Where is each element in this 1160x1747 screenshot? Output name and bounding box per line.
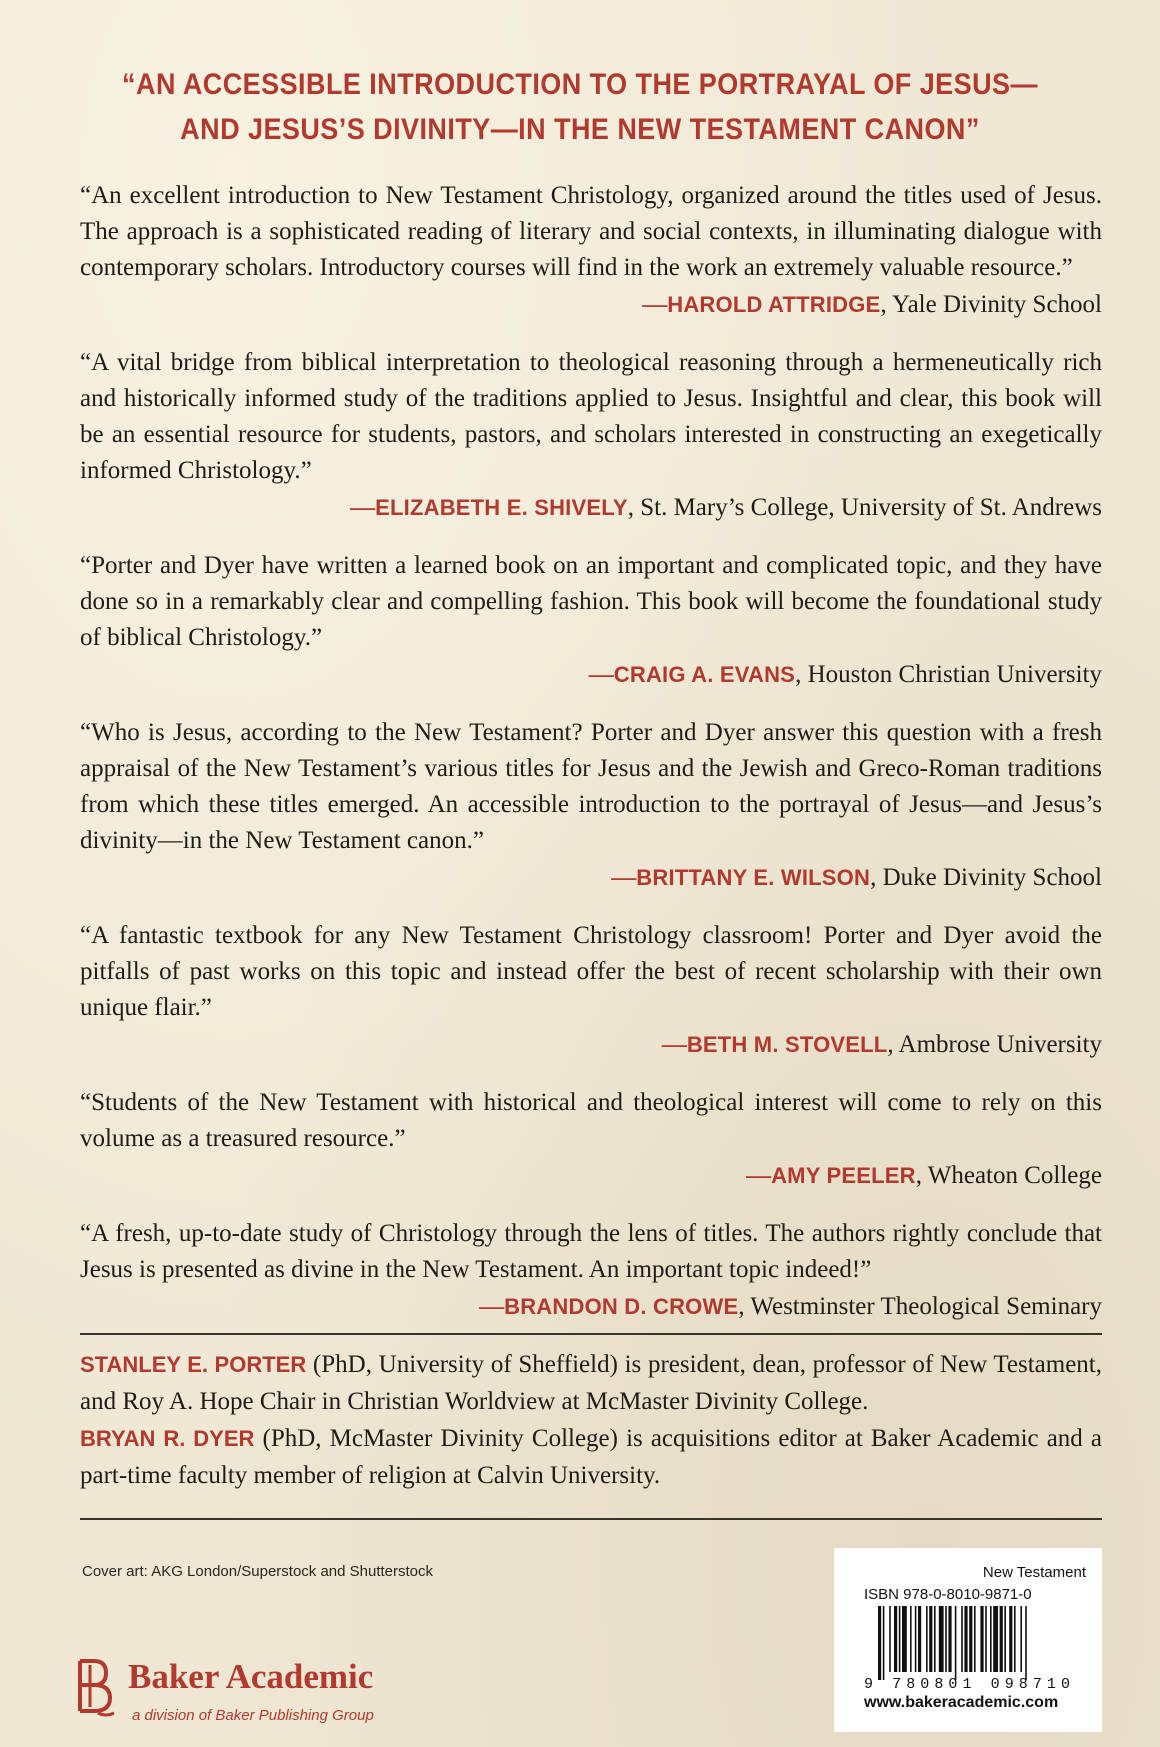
barcode-block — [834, 1548, 1102, 1732]
attribution-dash: — — [661, 1031, 687, 1058]
barcode-bar — [961, 1606, 963, 1672]
publisher-url: www.bakeracademic.com — [864, 1694, 1059, 1711]
endorser-name: BETH M. STOVELL — [686, 1032, 888, 1057]
endorser-name: CRAIG A. EVANS — [613, 662, 796, 687]
barcode-bar — [939, 1606, 944, 1672]
endorser-name: AMY PEELER — [771, 1163, 916, 1188]
barcode-bar — [1004, 1606, 1006, 1672]
barcode-bar — [948, 1606, 951, 1672]
subject-category: New Testament — [982, 1564, 1086, 1581]
endorsement-attribution — [80, 1158, 1102, 1194]
barcode-bar — [902, 1606, 907, 1672]
attribution-dash: — — [350, 494, 376, 521]
barcode-bar — [918, 1606, 921, 1672]
barcode-bar — [980, 1606, 983, 1672]
barcode-bar — [964, 1606, 967, 1672]
endorsement — [80, 1085, 1102, 1194]
author-description: (PhD, University of Sheffield) is president, dean, professor of New Testament, and Roy A. Hope Chair in Christian Worldview at McMaster Divinity College. — [80, 1351, 1103, 1415]
endorser-affiliation: , Westminster Theological Seminary — [738, 1293, 1102, 1320]
endorser-affiliation: , Houston Christian University — [795, 661, 1102, 688]
endorsement-attribution — [80, 490, 1102, 526]
divider-bottom — [80, 1518, 1102, 1520]
barcode-bar — [955, 1606, 957, 1680]
barcode-digits: 9 780801 098710 — [864, 1676, 1070, 1692]
headline-line-2: AND JESUS’S DIVINITY—IN THE NEW TESTAMENT CANON” — [180, 113, 980, 146]
endorsement-attribution — [80, 287, 1102, 323]
endorsement-text: “An excellent introduction to New Testament Christology, organized around the titles used of Jesus. The approach is a sophisticated reading of literary and social contexts, in illuminating dialogue with contemporary scholars. Introductory courses will find in the work an extremely valuable resource.” — [80, 182, 1102, 281]
barcode-bar — [899, 1606, 901, 1672]
barcode-bar — [929, 1606, 932, 1672]
bio-porter — [80, 1346, 1102, 1420]
endorser-name: BRANDON D. CROWE — [504, 1294, 739, 1319]
author-name: BRYAN R. DYER — [80, 1426, 255, 1451]
endorsement-text: “A fantastic textbook for any New Testament Christology classroom! Porter and Dyer avoid the pitfalls of past works on this topic and instead offer the best of recent scholarship with their own unique flair.” — [80, 922, 1102, 1021]
headline-line-1: “AN ACCESSIBLE INTRODUCTION TO THE PORTRAYAL OF JESUS— — [122, 68, 1038, 101]
attribution-dash: — — [642, 291, 668, 318]
barcode-bar — [974, 1606, 976, 1672]
barcode-icon — [864, 1606, 1078, 1692]
barcode-bar — [969, 1606, 972, 1672]
endorser-affiliation: , Yale Divinity School — [880, 291, 1102, 318]
barcode-bar — [1009, 1606, 1012, 1672]
endorsement-attribution — [80, 1289, 1102, 1325]
barcode-bar — [915, 1606, 917, 1672]
headline — [58, 62, 1102, 152]
author-description: (PhD, McMaster Divinity College) is acquisitions editor at Baker Academic and a part-time faculty member of religion at Calvin University. — [80, 1425, 1102, 1489]
barcode-bar — [889, 1606, 891, 1672]
barcode-bar — [1025, 1606, 1027, 1680]
endorser-affiliation: , Wheaton College — [915, 1162, 1102, 1189]
endorsement — [80, 1216, 1102, 1325]
endorsement-text: “A fresh, up-to-date study of Christology through the lens of titles. The authors rightly conclude that Jesus is presented as divine in the New Testament. An important topic indeed!” — [80, 1220, 1102, 1283]
publisher-name: Baker Academic — [128, 1657, 374, 1696]
bio-dyer — [80, 1420, 1102, 1494]
endorsement-attribution — [80, 657, 1102, 693]
isbn-label: ISBN 978-0-8010-9871-0 — [864, 1586, 1032, 1603]
endorsement — [80, 918, 1102, 1063]
endorsement-text: “Porter and Dyer have written a learned book on an important and complicated topic, and they have done so in a remarkably clear and compelling fashion. This book will become the foundational study of biblical Christology.” — [80, 552, 1102, 651]
endorsement-text: “Students of the New Testament with historical and theological interest will come to rely on this volume as a treasured resource.” — [80, 1089, 1102, 1152]
endorser-name: BRITTANY E. WILSON — [636, 865, 871, 890]
endorsement — [80, 178, 1102, 323]
endorsement-text: “A vital bridge from biblical interpretation to theological reasoning through a hermeneutically rich and historically informed study of the traditions applied to Jesus. Insightful and clear, this book will be an essential resource for students, pastors, and scholars interested in constructing an exegetically informed Christology.” — [80, 349, 1102, 484]
endorser-affiliation: , Duke Divinity School — [870, 864, 1102, 891]
author-name: STANLEY E. PORTER — [80, 1352, 307, 1377]
cover-art-credit: Cover art: AKG London/Superstock and Shutterstock — [82, 1563, 434, 1580]
barcode-bar — [990, 1606, 992, 1672]
author-bios — [80, 1346, 1102, 1494]
endorsement-attribution — [80, 860, 1102, 896]
attribution-dash: — — [588, 661, 614, 688]
attribution-dash: — — [746, 1162, 772, 1189]
barcode-bar — [1000, 1606, 1003, 1672]
endorser-affiliation: , St. Mary’s College, University of St. Andrews — [627, 494, 1102, 521]
divider-top — [80, 1333, 1102, 1335]
endorser-name: HAROLD ATTRIDGE — [667, 292, 881, 317]
barcode-bar — [910, 1606, 912, 1672]
endorsement-text: “Who is Jesus, according to the New Testament? Porter and Dyer answer this question with a fresh appraisal of the New Testament’s various titles for Jesus and the Jewish and Greco-Roman traditions from which these titles emerged. An accessible introduction to the portrayal of Jesus—and Jesus’s divinity—in the New Testament canon.” — [80, 719, 1102, 854]
endorsement — [80, 548, 1102, 693]
barcode-bar — [934, 1606, 936, 1672]
attribution-dash: — — [611, 864, 637, 891]
barcode-bar — [985, 1606, 987, 1672]
barcode-bar — [945, 1606, 947, 1672]
barcode-bar — [1020, 1606, 1022, 1672]
endorsement-attribution — [80, 1027, 1102, 1063]
barcode-bar — [883, 1606, 885, 1680]
baker-b-logo-icon — [76, 1655, 120, 1719]
endorsement — [80, 345, 1102, 526]
barcode-bar — [894, 1606, 897, 1672]
endorsement — [80, 715, 1102, 896]
endorser-affiliation: , Ambrose University — [887, 1031, 1102, 1058]
attribution-dash: — — [479, 1293, 505, 1320]
barcode-bar — [1014, 1606, 1016, 1672]
publisher-division: a division of Baker Publishing Group — [132, 1707, 374, 1724]
endorsements — [80, 178, 1102, 1347]
barcode-bar — [878, 1606, 881, 1680]
barcode-bar — [926, 1606, 928, 1672]
barcode-bar — [993, 1606, 998, 1672]
endorser-name: ELIZABETH E. SHIVELY — [375, 495, 628, 520]
